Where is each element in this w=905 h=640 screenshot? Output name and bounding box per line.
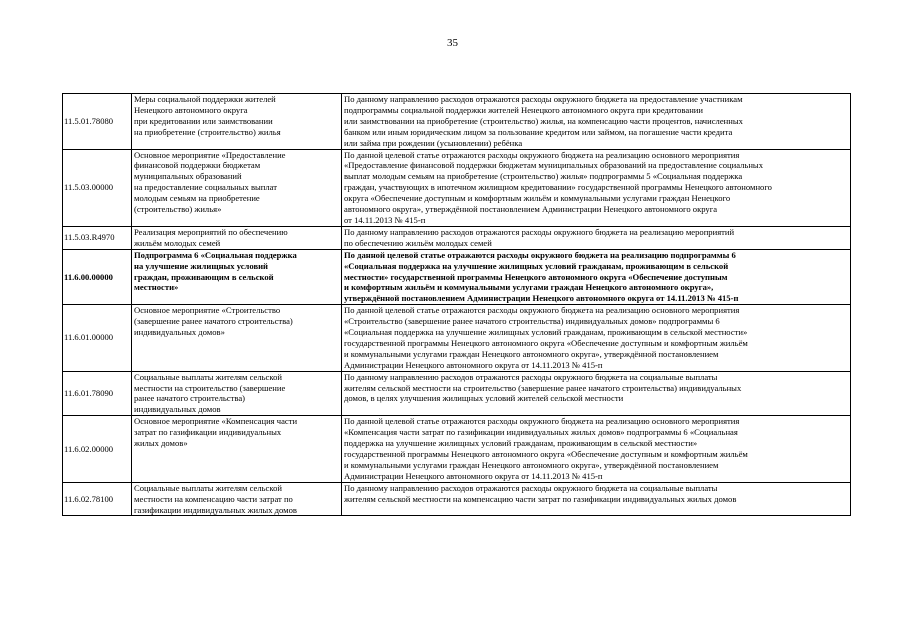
item-name-line: жилых домов» — [134, 438, 188, 449]
item-name-line: индивидуальных домов — [134, 404, 221, 415]
item-name-cell — [132, 482, 342, 516]
item-name-line: Основное мероприятие «Строительство — [134, 305, 281, 316]
item-name-line: (строительство) жилья» — [134, 204, 222, 215]
item-description-line: и коммунальными услугами граждан Ненецкого автономного округа», утверждённой постановлением — [344, 459, 719, 470]
item-description-line: По данной целевой статье отражаются расходы окружного бюджета на реализацию основного мероприятия — [344, 416, 740, 427]
item-description-line: По данному направлению расходов отражаются расходы окружного бюджета на социальные выплаты — [344, 482, 718, 493]
item-name-line: (завершение ранее начатого строительства) — [134, 316, 293, 327]
table-row — [63, 371, 851, 416]
item-name-line: граждан, проживающим в сельской — [134, 271, 274, 282]
item-description-line: По данному направлению расходов отражаются расходы окружного бюджета на социальные выплаты — [344, 371, 718, 382]
item-description-cell — [342, 371, 851, 416]
budget-classification-table — [62, 93, 851, 516]
item-name-line: при кредитовании или заимствовании — [134, 115, 273, 126]
item-name-line: местности на компенсацию части затрат по — [134, 493, 293, 504]
item-name-line: местности» — [134, 282, 179, 293]
item-description-line: местности» государственной программы Ненецкого автономного округа «Обеспечение доступным — [344, 271, 728, 282]
item-description-line: «Компенсация части затрат по газификации индивидуальных жилых домов» подпрограммы 6 «Социальная — [344, 427, 738, 438]
budget-code-cell: 11.5.03.00000 — [63, 149, 132, 226]
item-name-cell — [132, 371, 342, 416]
item-description-line: округа «Обеспечение доступным и комфортным жильём и коммунальными услугами граждан Ненецкого — [344, 193, 731, 204]
table-row — [63, 94, 851, 150]
budget-code-cell: 11.6.02.00000 — [63, 416, 132, 482]
budget-code-cell: 11.6.01.78090 — [63, 371, 132, 416]
item-description-cell — [342, 94, 851, 150]
item-description-line: жителям сельской местности на компенсацию части затрат по газификации индивидуальных жилых домов — [344, 493, 737, 504]
item-description-line: По данной целевой статье отражаются расходы окружного бюджета на реализацию основного мероприятия — [344, 149, 740, 160]
item-description-line: от 14.11.2013 № 415-п — [344, 214, 426, 225]
item-description-line: банком или иным юридическим лицом за пользование кредитом или займом, на погашение части кредита — [344, 126, 733, 137]
item-name-line: Социальные выплаты жителям сельской — [134, 482, 282, 493]
item-description-line: или заимствовании на приобретение (строительство) жилья, на компенсацию части процентов, начисленных — [344, 115, 743, 126]
item-description-cell — [342, 416, 851, 482]
item-description-cell — [342, 249, 851, 305]
item-name-line: затрат по газификации индивидуальных — [134, 427, 282, 438]
table-row — [63, 305, 851, 371]
item-name-cell — [132, 416, 342, 482]
item-description-line: и коммунальными услугами граждан Ненецкого автономного округа», утверждённой постановлением — [344, 348, 719, 359]
item-description-line: По данной целевой статье отражаются расходы окружного бюджета на реализацию основного мероприятия — [344, 305, 740, 316]
item-description-line: По данному направлению расходов отражаются расходы окружного бюджета на предоставление участникам — [344, 94, 743, 104]
item-name-line: молодым семьям на приобретение — [134, 193, 260, 204]
item-name-line: Социальные выплаты жителям сельской — [134, 371, 282, 382]
table-row — [63, 416, 851, 482]
item-name-line: на улучшение жилищных условий — [134, 260, 268, 271]
item-description-line: домов, в целях улучшения жилищных условий жителей сельской местности — [344, 393, 624, 404]
item-description-line: Администрации Ненецкого автономного округа от 14.11.2013 № 415-п — [344, 359, 603, 370]
item-name-line: газификации индивидуальных жилых домов — [134, 504, 297, 515]
item-name-line: на приобретение (строительство) жилья — [134, 126, 281, 137]
budget-code-cell: 11.5.01.78080 — [63, 94, 132, 150]
item-name-line: Основное мероприятие «Компенсация части — [134, 416, 298, 427]
page-number: 35 — [447, 37, 458, 49]
item-description-cell — [342, 149, 851, 226]
item-description-line: и комфортным жильём и коммунальными услугами граждан Ненецкого автономного округа», — [344, 282, 714, 293]
item-name-cell — [132, 249, 342, 305]
item-name-cell — [132, 149, 342, 226]
table-row — [63, 249, 851, 305]
item-name-line: Меры социальной поддержки жителей — [134, 94, 276, 104]
item-description-line: поддержка на улучшение жилищных условий гражданам, проживающим в сельской местности» — [344, 438, 698, 449]
budget-code-cell: 11.6.01.00000 — [63, 305, 132, 371]
item-name-cell — [132, 94, 342, 150]
table-body — [63, 94, 851, 516]
budget-code-cell: 11.5.03.R4970 — [63, 226, 132, 249]
item-name-cell — [132, 226, 342, 249]
item-description-line: по обеспечению жильём молодых семей — [344, 237, 492, 248]
item-description-line: автономного округа», утверждённой постановлением Администрации Ненецкого автономного округа — [344, 204, 718, 215]
table-row — [63, 226, 851, 249]
item-name-line: финансовой поддержки бюджетам — [134, 160, 261, 171]
item-description-line: Администрации Ненецкого автономного округа от 14.11.2013 № 415-п — [344, 470, 603, 481]
item-description-cell — [342, 226, 851, 249]
item-description-line: граждан, участвующих в ипотечном жилищном кредитовании» государственной программы Ненецкого автономного — [344, 182, 772, 193]
item-description-line: выплат молодым семьям на приобретение (строительство) жилья» подпрограммы 5 «Социальная поддержка — [344, 171, 743, 182]
item-description-cell — [342, 305, 851, 371]
item-description-line: утверждённой постановлением Администрации Ненецкого автономного округа от 14.11.2013 № 415-п — [344, 293, 739, 304]
item-name-line: жильём молодых семей — [134, 237, 221, 248]
item-description-line: «Социальная поддержка на улучшение жилищных условий гражданам, проживающим в сельской — [344, 260, 729, 271]
item-description-line: «Социальная поддержка на улучшение жилищных условий гражданам, проживающим в сельской местности» — [344, 327, 748, 338]
item-name-cell — [132, 305, 342, 371]
item-name-line: индивидуальных домов» — [134, 327, 225, 338]
item-description-line: По данному направлению расходов отражаются расходы окружного бюджета на реализацию мероприятий — [344, 226, 735, 237]
item-name-line: Ненецкого автономного округа — [134, 104, 248, 115]
item-description-line: «Строительство (завершение ранее начатого строительства) индивидуальных домов» подпрограммы 6 — [344, 316, 720, 327]
item-description-line: «Предоставление финансовой поддержки бюджетам муниципальных образований на предоставление социальных — [344, 160, 763, 171]
item-name-line: Основное мероприятие «Предоставление — [134, 149, 286, 160]
item-description-line: государственной программы Ненецкого автономного округа «Обеспечение доступным и комфортным жильём — [344, 337, 748, 348]
table-row — [63, 149, 851, 226]
table-row — [63, 482, 851, 516]
item-description-line: или займа при рождении (усыновлении) ребёнка — [344, 137, 523, 148]
item-name-line: местности на строительство (завершение — [134, 382, 286, 393]
item-description-line: жителям сельской местности на строительство (завершение ранее начатого строительства) индивидуальных — [344, 382, 742, 393]
budget-code-cell: 11.6.00.00000 — [63, 249, 132, 305]
budget-code-cell: 11.6.02.78100 — [63, 482, 132, 516]
item-description-line: По данной целевой статье отражаются расходы окружного бюджета на реализацию подпрограммы 6 — [344, 249, 736, 260]
item-description-line: подпрограммы социальной поддержки жителей Ненецкого автономного округа при кредитовании — [344, 104, 703, 115]
item-name-line: Подпрограмма 6 «Социальная поддержка — [134, 249, 297, 260]
item-description-line: государственной программы Ненецкого автономного округа «Обеспечение доступным и комфортным жильём — [344, 449, 748, 459]
item-description-cell — [342, 482, 851, 516]
item-name-line: ранее начатого строительства) — [134, 393, 246, 404]
item-name-line: на предоставление социальных выплат — [134, 182, 278, 193]
item-name-line: Реализация мероприятий по обеспечению — [134, 226, 288, 237]
item-name-line: муниципальных образований — [134, 171, 242, 182]
